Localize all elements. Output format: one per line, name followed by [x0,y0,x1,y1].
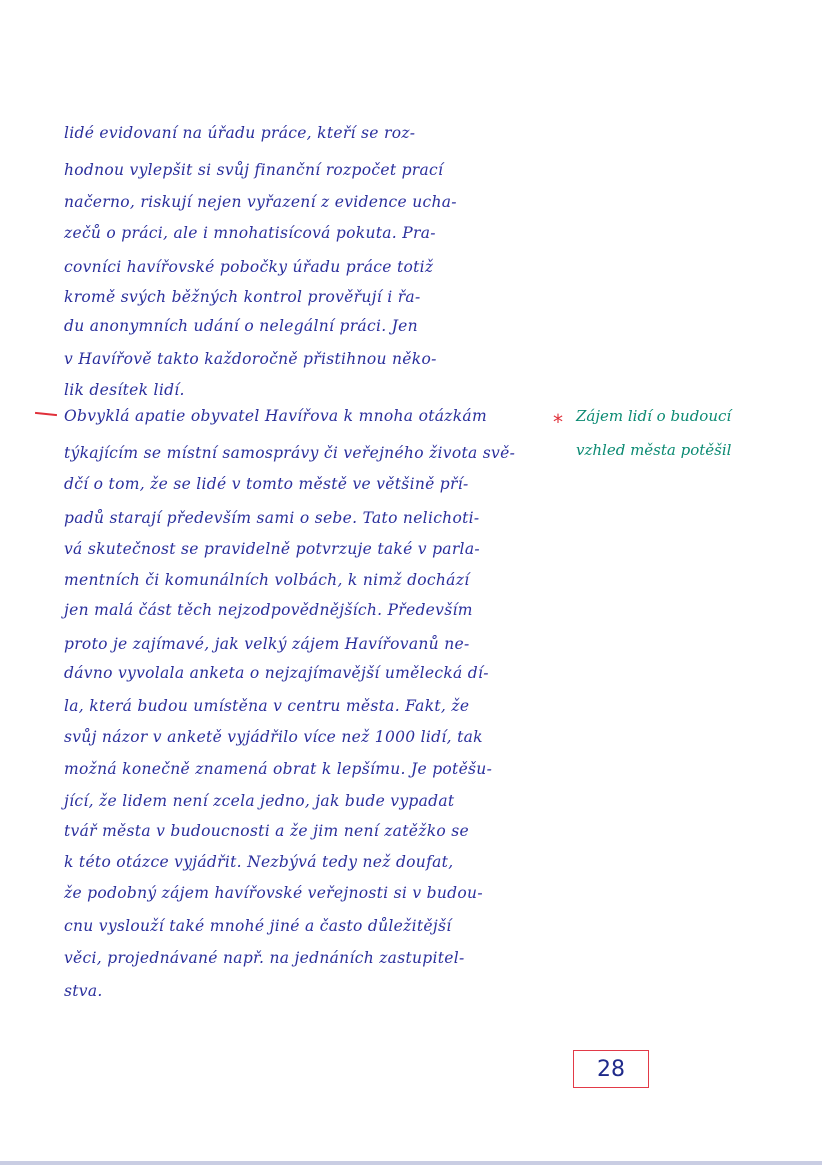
handwritten-line: dávno vyvolala anketa o nejzajímavější umělecká dí- [64,664,489,682]
page-number-box [573,1050,649,1088]
handwritten-line: covníci havířovské pobočky úřadu práce totiž [64,258,434,276]
handwritten-line: dčí o tom, že se lidé v tomto městě ve většině pří- [64,475,469,493]
handwritten-line: jen malá část těch nejzodpovědnějších. Především [64,601,473,619]
handwritten-line: týkajícím se místní samosprávy či veřejného života svě- [64,444,516,462]
handwritten-line: lik desítek lidí. [64,381,185,399]
handwritten-line: věci, projednávané např. na jednáních zastupitel- [64,949,465,967]
margin-note-marker: * [553,410,563,434]
handwritten-line: la, která budou umístěna v centru města. Fakt, že [64,697,470,715]
handwritten-line: zečů o práci, ale i mnohatisícová pokuta. Pra- [64,224,436,242]
handwritten-line: v Havířově takto každoročně přistihnou něko- [64,350,437,368]
handwritten-line: du anonymních udání o nelegální práci. Jen [64,317,418,335]
handwritten-line: jící, že lidem není zcela jedno, jak bude vypadat [64,792,455,810]
handwritten-line: mentních či komunálních volbách, k nimž dochází [64,571,470,589]
handwritten-line: kromě svých běžných kontrol prověřují i řa- [64,288,421,306]
handwritten-line: načerno, riskují nejen vyřazení z evidence ucha- [64,193,457,211]
handwritten-line: proto je zajímavé, jak velký zájem Havířovanů ne- [64,635,470,653]
handwritten-line: svůj názor v anketě vyjádřilo více než 1000 lidí, tak [64,728,483,746]
handwritten-line: padů starají především sami o sebe. Tato nelichoti- [64,509,480,527]
margin-note-line: vzhled města potěšil [576,441,732,459]
handwritten-line: k této otázce vyjádřit. Nezbývá tedy než doufat, [64,853,454,871]
handwritten-line: že podobný zájem havířovské veřejnosti si v budou- [64,884,483,902]
handwritten-line: Obvyklá apatie obyvatel Havířova k mnoha otázkám [64,407,487,425]
paragraph-mark [35,412,57,416]
handwritten-line: vá skutečnost se pravidelně potvrzuje také v parla- [64,540,480,558]
handwritten-line: možná konečně znamená obrat k lepšímu. Je potěšu- [64,760,493,778]
margin-note-line: Zájem lidí o budoucí [576,407,732,425]
handwritten-line: hodnou vylepšit si svůj finanční rozpočet prací [64,161,444,179]
page-number: 28 [597,1056,625,1082]
handwritten-line: cnu vyslouží také mnohé jiné a často důležitější [64,917,452,935]
handwritten-line: lidé evidovaní na úřadu práce, kteří se roz- [64,124,416,142]
handwritten-line: stva. [64,982,103,1000]
scan-edge [0,1161,822,1165]
handwritten-line: tvář města v budoucnosti a že jim není zatěžko se [64,822,469,840]
